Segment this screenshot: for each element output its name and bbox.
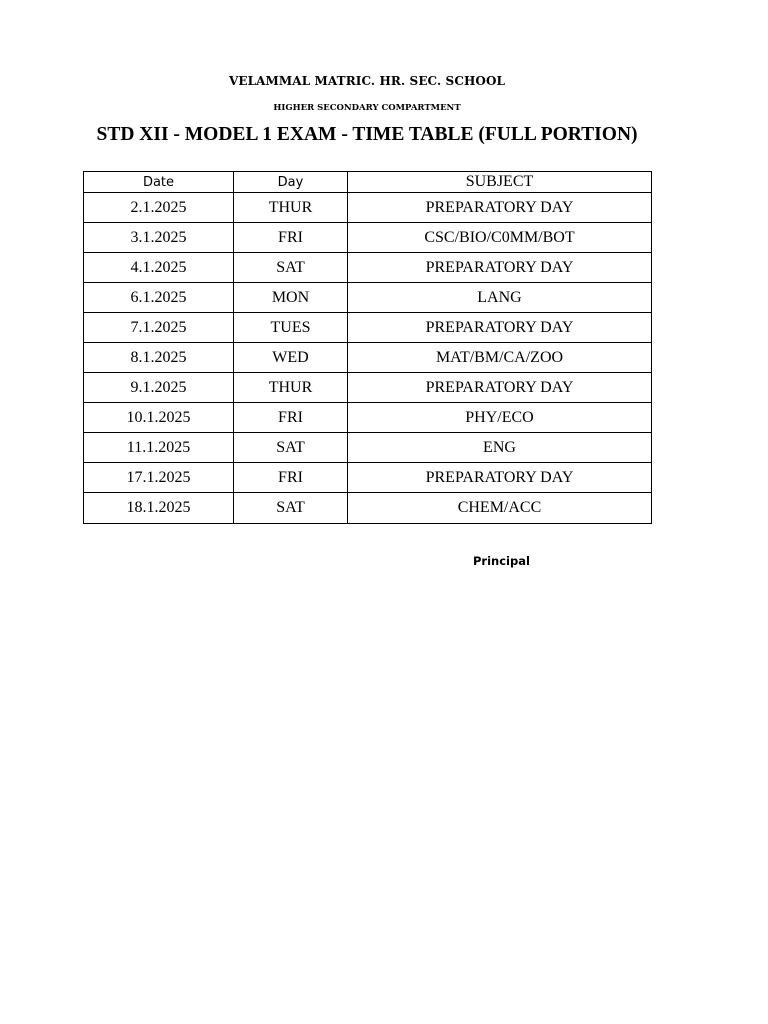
department-name: HIGHER SECONDARY COMPARTMENT	[273, 103, 461, 113]
school-name: VELAMMAL MATRIC. HR. SEC. SCHOOL	[228, 74, 506, 88]
cell-subject: CSC/BIO/C0MM/BOT	[348, 223, 652, 253]
cell-date: 17.1.2025	[84, 463, 234, 493]
cell-subject: PREPARATORY DAY	[348, 313, 652, 343]
cell-subject: MAT/BM/CA/ZOO	[348, 343, 652, 373]
cell-date: 11.1.2025	[84, 433, 234, 463]
table-row	[84, 193, 652, 223]
cell-date: 2.1.2025	[84, 193, 234, 223]
table-row	[84, 283, 652, 313]
cell-subject: PREPARATORY DAY	[348, 463, 652, 493]
cell-date: 4.1.2025	[84, 253, 234, 283]
cell-day: THUR	[234, 193, 348, 223]
table-header-row	[84, 172, 652, 193]
cell-day: SAT	[234, 253, 348, 283]
cell-subject: LANG	[348, 283, 652, 313]
table-row	[84, 433, 652, 463]
principal-signature-label: Principal	[473, 554, 530, 568]
cell-date: 6.1.2025	[84, 283, 234, 313]
table-row	[84, 253, 652, 283]
cell-subject: ENG	[348, 433, 652, 463]
cell-day: FRI	[234, 463, 348, 493]
cell-subject: CHEM/ACC	[348, 493, 652, 524]
cell-day: SAT	[234, 433, 348, 463]
column-header-date: Date	[84, 172, 234, 193]
cell-day: THUR	[234, 373, 348, 403]
cell-day: WED	[234, 343, 348, 373]
exam-timetable	[83, 171, 652, 524]
table-row	[84, 313, 652, 343]
cell-day: TUES	[234, 313, 348, 343]
cell-day: FRI	[234, 403, 348, 433]
exam-title: STD XII - MODEL 1 EXAM - TIME TABLE (FULL PORTION)	[96, 124, 638, 145]
cell-date: 9.1.2025	[84, 373, 234, 403]
cell-subject: PREPARATORY DAY	[348, 193, 652, 223]
table-row	[84, 493, 652, 524]
column-header-day: Day	[234, 172, 348, 193]
column-header-subject: SUBJECT	[348, 172, 652, 193]
cell-subject: PHY/ECO	[348, 403, 652, 433]
table-row	[84, 403, 652, 433]
cell-subject: PREPARATORY DAY	[348, 253, 652, 283]
cell-date: 8.1.2025	[84, 343, 234, 373]
cell-date: 18.1.2025	[84, 493, 234, 524]
table-row	[84, 463, 652, 493]
cell-subject: PREPARATORY DAY	[348, 373, 652, 403]
cell-date: 3.1.2025	[84, 223, 234, 253]
cell-date: 10.1.2025	[84, 403, 234, 433]
cell-day: SAT	[234, 493, 348, 524]
table-row	[84, 343, 652, 373]
cell-date: 7.1.2025	[84, 313, 234, 343]
cell-day: MON	[234, 283, 348, 313]
table-row	[84, 373, 652, 403]
table-row	[84, 223, 652, 253]
cell-day: FRI	[234, 223, 348, 253]
